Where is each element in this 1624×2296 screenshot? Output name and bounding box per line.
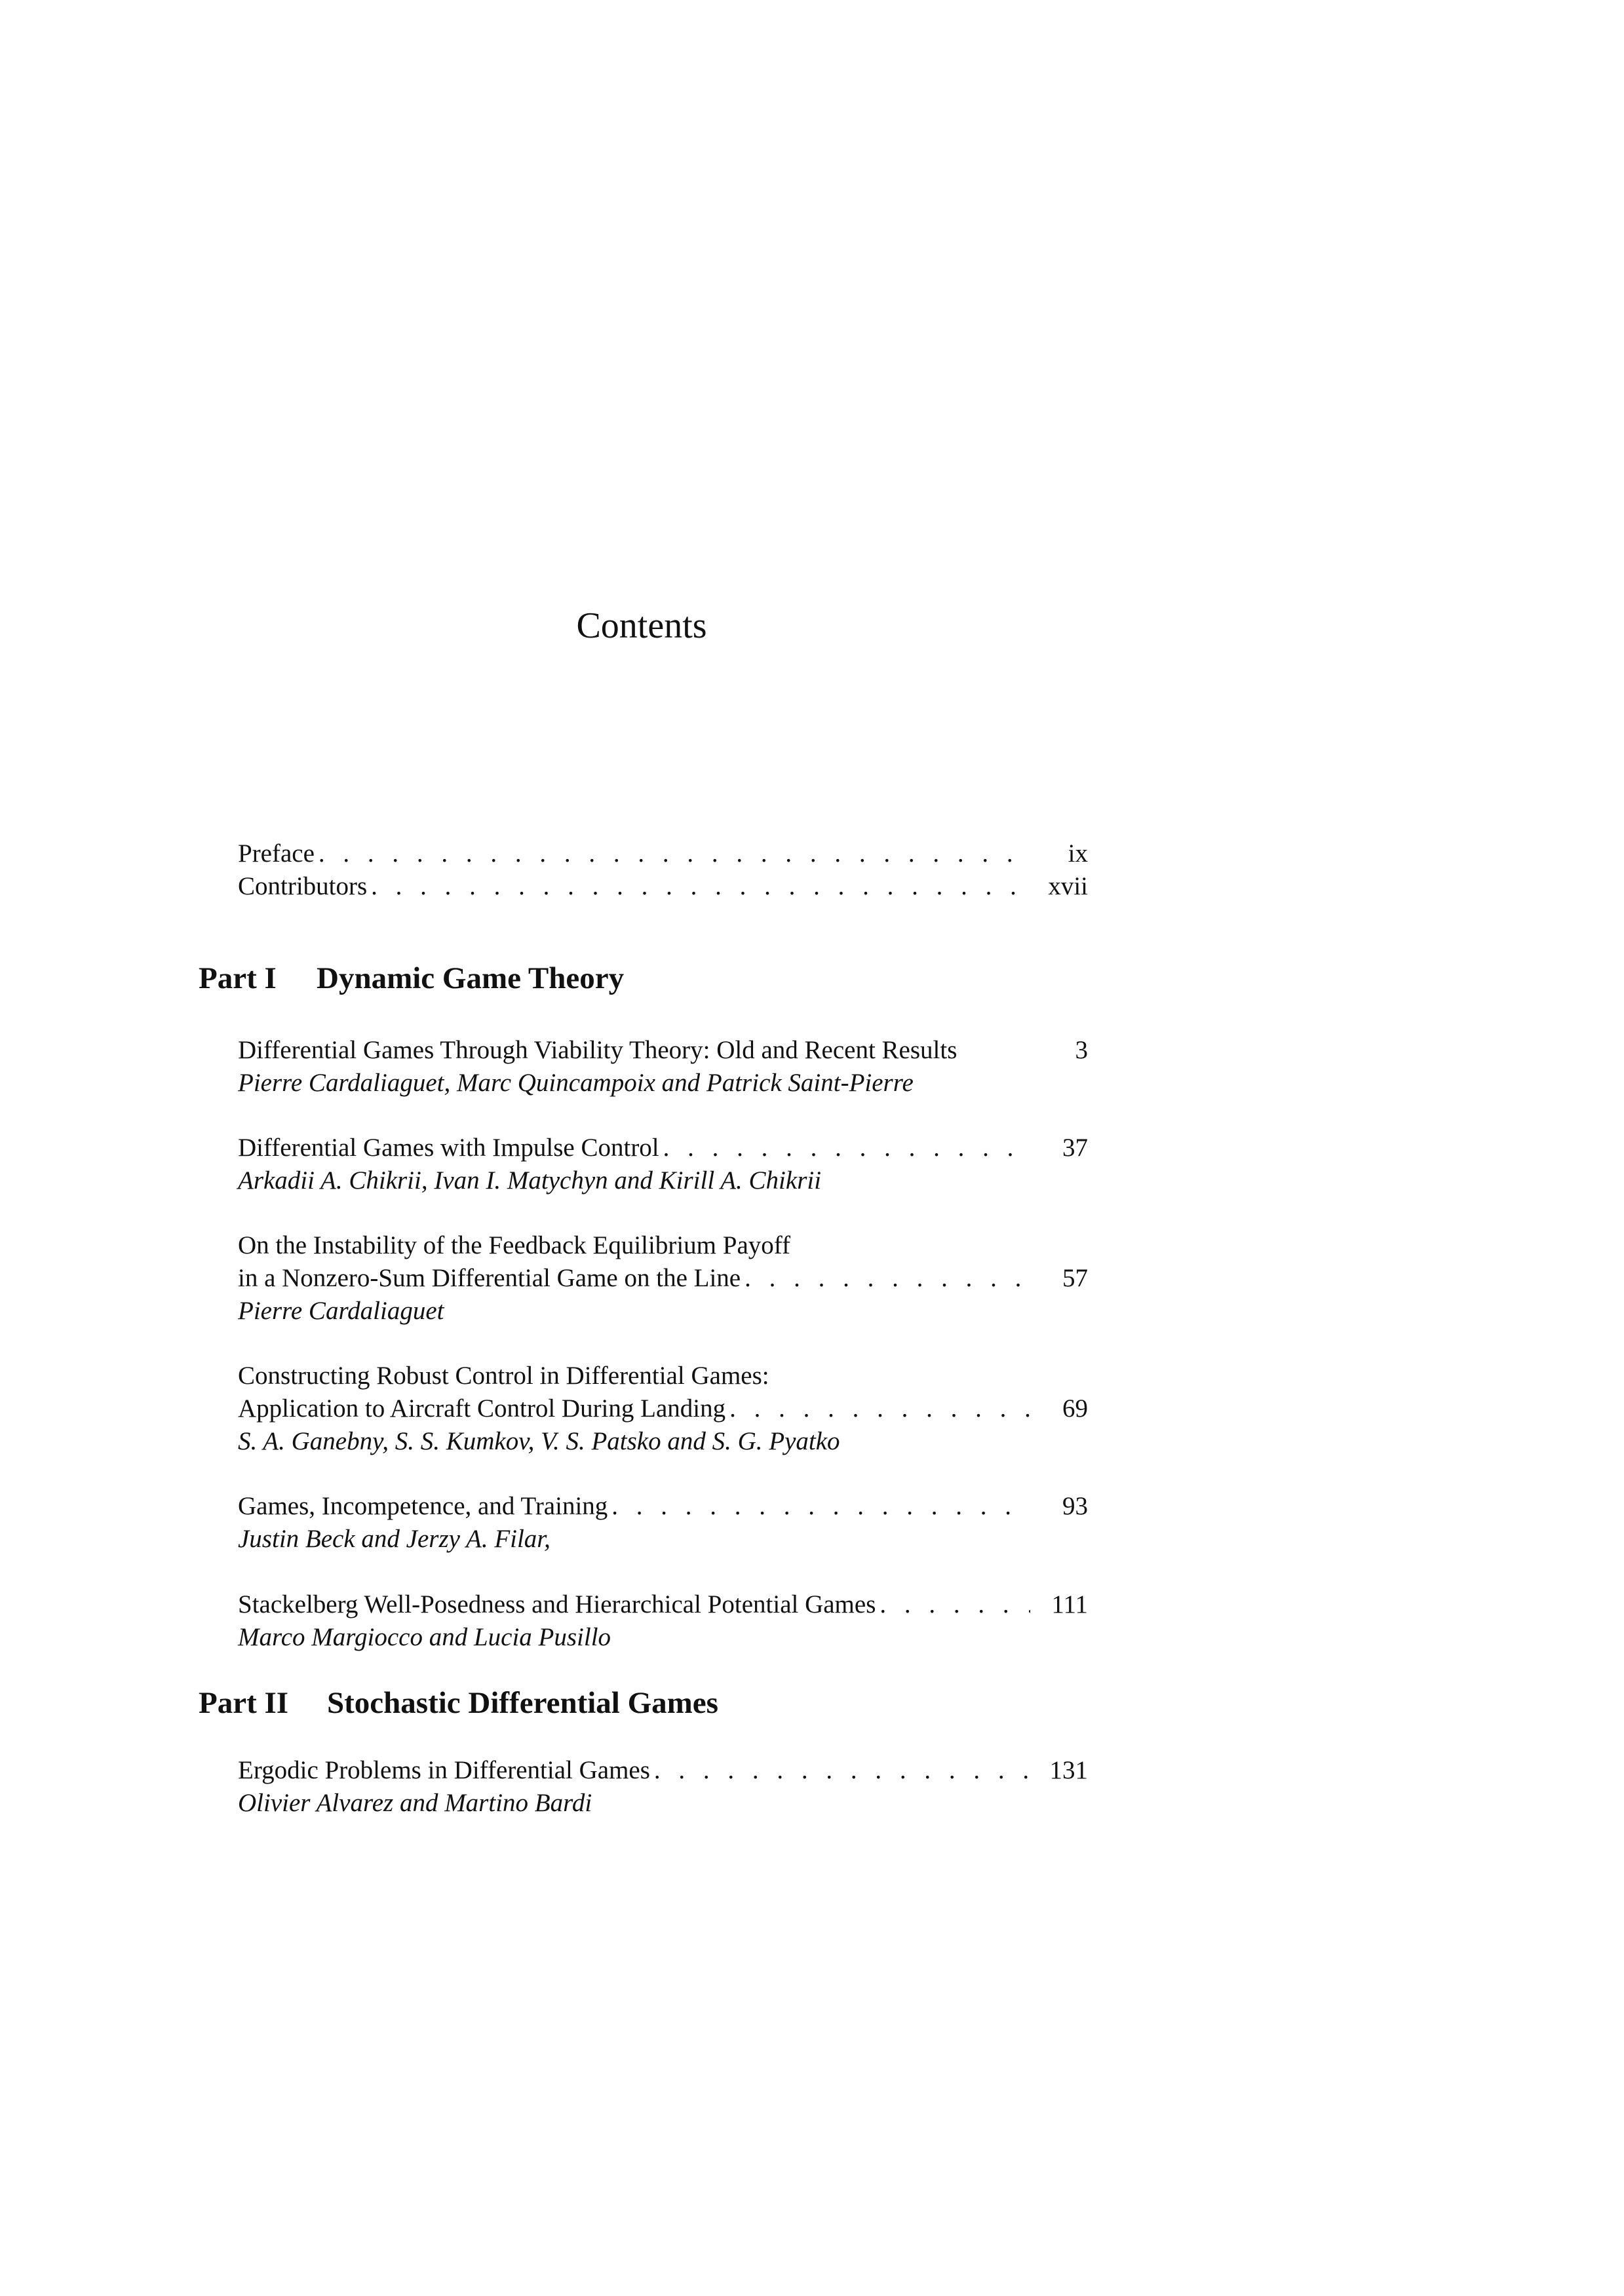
entry-title: Games, Incompetence, and Training: [238, 1492, 608, 1520]
front-matter: [238, 837, 1088, 903]
entry-authors: Olivier Alvarez and Martino Bardi: [238, 1789, 592, 1817]
entry-title-line-1: On the Instability of the Feedback Equilibrium Payoff: [238, 1231, 791, 1259]
page-number: 3: [1075, 1036, 1088, 1064]
entry-title-line-2: in a Nonzero-Sum Differential Game on the Line: [238, 1264, 741, 1292]
part-heading-1: [199, 959, 624, 998]
entry-title-line-2: Application to Aircraft Control During Landing: [238, 1394, 726, 1423]
page-number: 57: [1062, 1264, 1088, 1292]
part-title: Dynamic Game Theory: [317, 961, 625, 995]
entry-title-line-1: Constructing Robust Control in Differential Games:: [238, 1362, 769, 1390]
page-number: 37: [1062, 1134, 1088, 1162]
page-title: Contents: [576, 605, 707, 646]
toc-entry-2[interactable]: [238, 1132, 1088, 1197]
page-number: 93: [1062, 1492, 1088, 1520]
page-number: xvii: [1048, 872, 1088, 900]
toc-entry-4[interactable]: [238, 1360, 1088, 1458]
entry-title: Differential Games Through Viability Theory: Old and Recent Results: [238, 1036, 957, 1064]
entry-authors: S. A. Ganebny, S. S. Kumkov, V. S. Patsko and S. G. Pyatko: [238, 1427, 840, 1455]
dot-leader: [654, 1754, 1030, 1787]
page-number: 131: [1049, 1756, 1088, 1784]
part-heading-2: [199, 1683, 718, 1723]
entry-title: Differential Games with Impulse Control: [238, 1134, 659, 1162]
part-title: Stochastic Differential Games: [327, 1686, 718, 1720]
dot-leader: [371, 870, 1030, 903]
toc-entry-1[interactable]: [238, 1034, 1088, 1100]
part-label: Part I: [199, 961, 277, 995]
entry-title: Contributors: [238, 872, 368, 900]
toc-entry-5[interactable]: [238, 1490, 1088, 1556]
dot-leader: [880, 1588, 1030, 1621]
entry-title: Preface: [238, 839, 315, 868]
page-number: ix: [1068, 839, 1088, 868]
toc-entry-7[interactable]: [238, 1754, 1088, 1820]
entry-title: Ergodic Problems in Differential Games: [238, 1756, 650, 1784]
entry-authors: Marco Margiocco and Lucia Pusillo: [238, 1623, 611, 1651]
dot-leader: [319, 837, 1030, 870]
entry-authors: Justin Beck and Jerzy A. Filar,: [238, 1525, 551, 1553]
toc-entry-3[interactable]: [238, 1229, 1088, 1328]
toc-entry-preface[interactable]: [238, 837, 1088, 870]
part-label: Part II: [199, 1686, 289, 1720]
dot-leader: [611, 1490, 1030, 1523]
entry-authors: Arkadii A. Chikrii, Ivan I. Matychyn and Kirill A. Chikrii: [238, 1166, 822, 1195]
entry-title: Stackelberg Well-Posedness and Hierarchical Potential Games: [238, 1590, 876, 1618]
entry-authors: Pierre Cardaliaguet: [238, 1297, 444, 1325]
dot-leader: [663, 1132, 1030, 1164]
page-number: 111: [1051, 1590, 1088, 1618]
page-number: 69: [1062, 1394, 1088, 1423]
entry-authors: Pierre Cardaliaguet, Marc Quincampoix and Patrick Saint-Pierre: [238, 1069, 914, 1097]
toc-entry-contributors[interactable]: [238, 870, 1088, 903]
toc-entry-6[interactable]: [238, 1588, 1088, 1654]
dot-leader: [729, 1392, 1030, 1425]
dot-leader: [744, 1262, 1030, 1295]
